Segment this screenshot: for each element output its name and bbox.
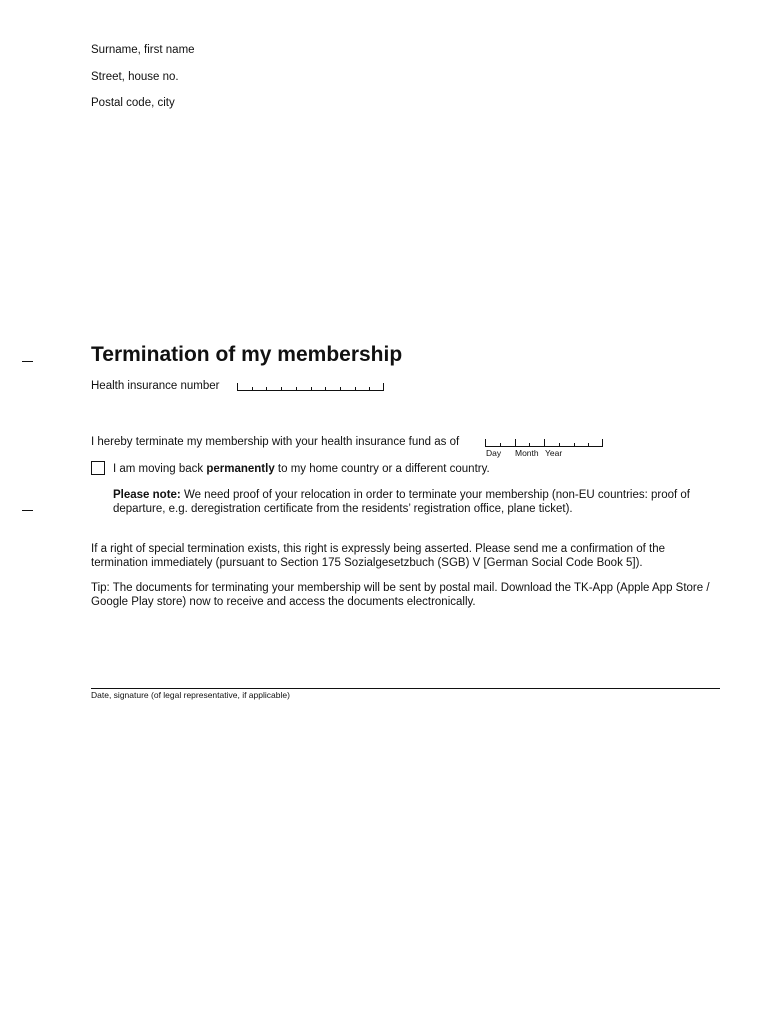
moving-back-text-after: to my home country or a different country. xyxy=(274,463,490,475)
moving-back-checkbox[interactable] xyxy=(91,461,105,475)
comb-tick xyxy=(311,387,312,390)
comb-tick xyxy=(355,387,356,390)
special-termination-paragraph: If a right of special termination exists, this right is expressly being asserted. Please send me a confirmation of the termination immediately (pursuant to Section 175 Sozialgesetzbuch (SGB) V [German Social Code Book 5]). xyxy=(91,543,666,569)
comb-tick xyxy=(544,439,545,446)
fold-mark-middle xyxy=(22,510,33,511)
comb-tick xyxy=(588,443,589,446)
insurance-number-field[interactable] xyxy=(237,383,384,391)
note-text: We need proof of your relocation in order to terminate your membership (non-EU countries: proof of departure, e.g. deregistration certificate from the residents’ registration office, plane ticket). xyxy=(113,489,690,515)
termination-statement: I hereby terminate my membership with your health insurance fund as of xyxy=(91,436,460,448)
comb-tick xyxy=(383,383,384,390)
date-month-label: Month xyxy=(515,448,539,458)
date-year-label: Year xyxy=(545,448,563,458)
comb-tick xyxy=(574,443,575,446)
signature-label: Date, signature (of legal representative, if applicable) xyxy=(91,690,290,700)
comb-tick xyxy=(237,383,238,390)
comb-tick xyxy=(296,387,297,390)
note-paragraph xyxy=(113,489,713,516)
comb-tick xyxy=(266,387,267,390)
comb-tick xyxy=(515,439,516,446)
comb-tick xyxy=(559,443,560,446)
sender-street-label: Street, house no. xyxy=(91,71,179,83)
sender-name-label: Surname, first name xyxy=(91,44,195,56)
comb-tick xyxy=(500,443,501,446)
insurance-number-label: Health insurance number xyxy=(91,380,220,392)
comb-tick xyxy=(252,387,253,390)
termination-date-field[interactable] xyxy=(485,439,603,447)
signature-line[interactable] xyxy=(91,688,720,689)
comb-tick xyxy=(340,387,341,390)
comb-tick xyxy=(325,387,326,390)
moving-back-text-before: I am moving back xyxy=(113,463,207,475)
sender-city-label: Postal code, city xyxy=(91,97,175,109)
comb-tick xyxy=(529,443,530,446)
moving-back-text-bold: permanently xyxy=(206,463,275,475)
date-day-label: Day xyxy=(486,448,502,458)
comb-tick xyxy=(369,387,370,390)
note-label: Please note: xyxy=(113,489,181,501)
page-title: Termination of my membership xyxy=(91,343,403,366)
tip-paragraph: Tip: The documents for terminating your membership will be sent by postal mail. Download the TK-App (Apple App Store / Google Play store) now to receive and access the documents electronically. xyxy=(91,582,710,608)
comb-tick xyxy=(281,387,282,390)
moving-back-text xyxy=(113,463,490,477)
comb-tick xyxy=(485,439,486,446)
fold-mark-top xyxy=(22,361,33,362)
comb-tick xyxy=(602,439,603,446)
